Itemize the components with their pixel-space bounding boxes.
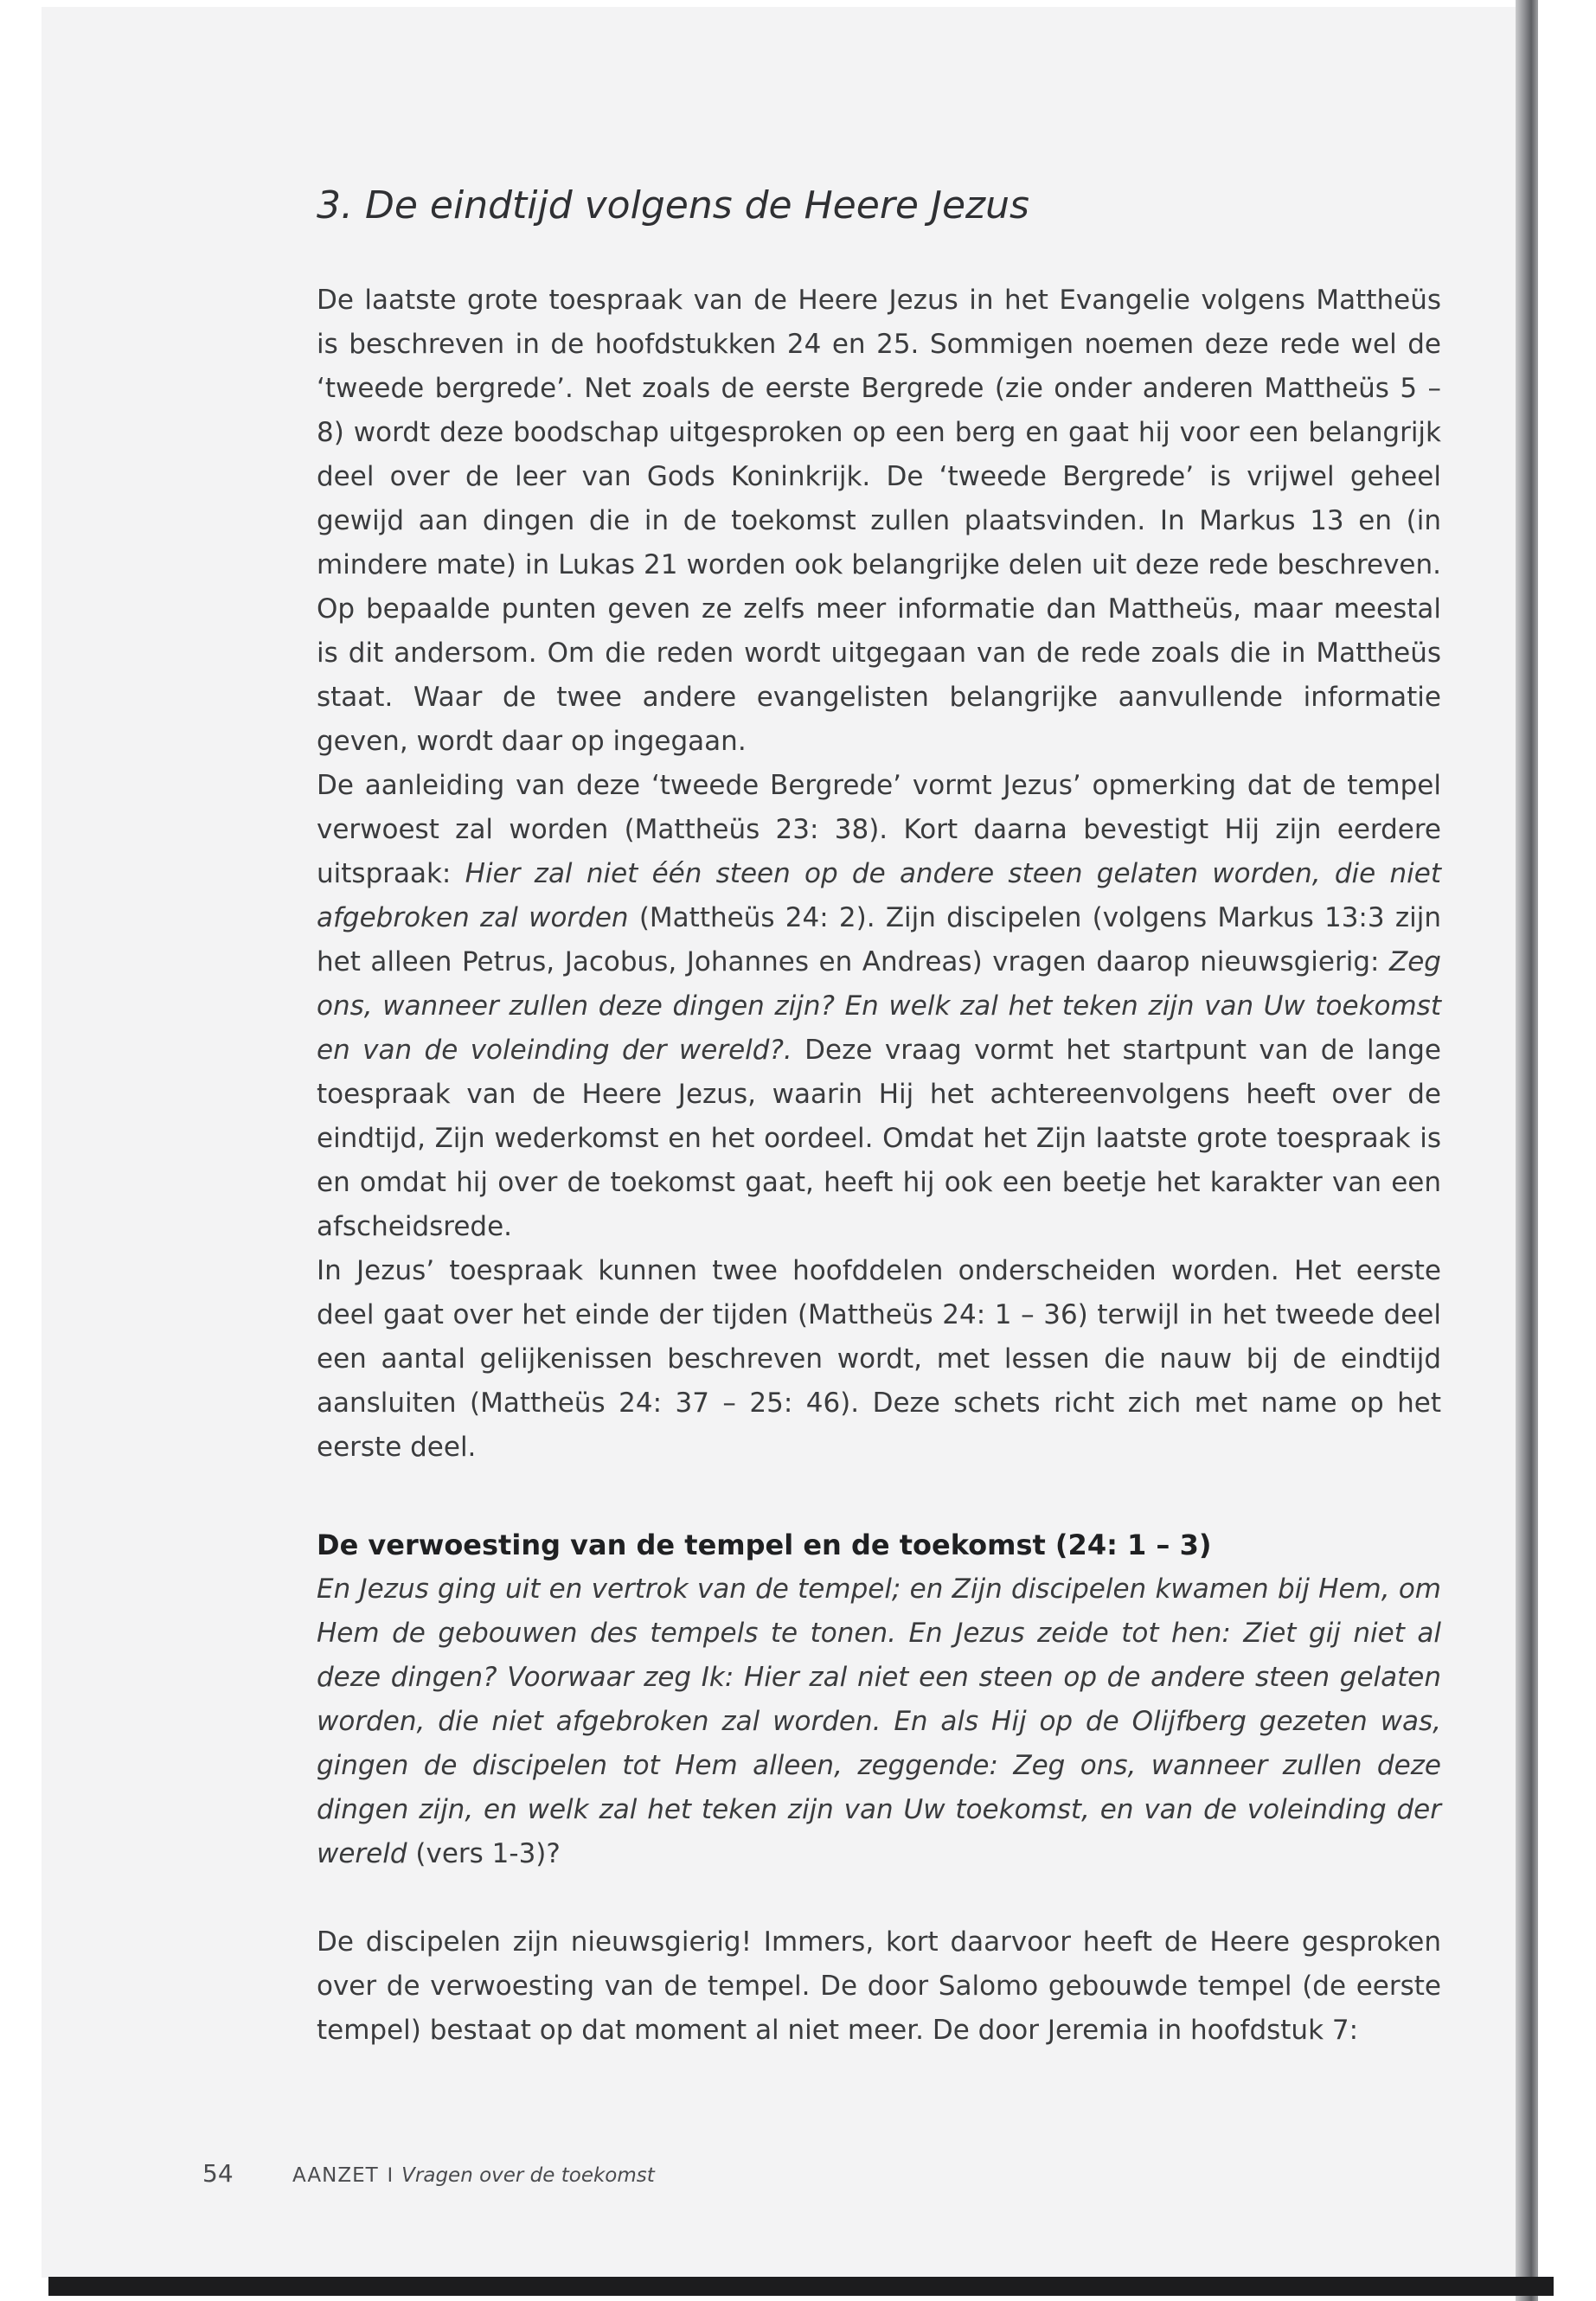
paragraph-text: De aanleiding van deze ‘tweede Bergrede’ vormt Jezus’ opmerking dat de tempel verwoest zal worden (Mattheüs 23: 38). Kort daarna bevestigt Hij zijn eerdere uitspraak:	[317, 770, 1441, 889]
page-footer	[202, 2159, 655, 2188]
page-number: 54	[202, 2159, 234, 2188]
paragraph-hoofddelen: In Jezus’ toespraak kunnen twee hoofddelen onderscheiden worden. Het eerste deel gaat over het einde der tijden (Mattheüs 24: 1 – 36) terwijl in het tweede deel een aantal gelijkenissen beschreven wordt, met lessen die nauw bij de eindtijd aansluiten (Mattheüs 24: 37 – 25: 46). Deze schets richt zich met name op het eerste deel.	[317, 1255, 1441, 1463]
paragraph-discipelen: De discipelen zijn nieuwsgierig! Immers, kort daarvoor heeft de Heere gesproken over de verwoesting van de tempel. De door Salomo gebouwde tempel (de eerste tempel) bestaat op dat moment al niet meer. De door Jeremia in hoofdstuk 7:	[317, 1926, 1441, 2046]
paragraph-intro: De laatste grote toespraak van de Heere Jezus in het Evangelie volgens Mattheüs is beschreven in de hoofdstukken 24 en 25. Sommigen noemen deze rede wel de ‘tweede bergrede’. Net zoals de eerste Bergrede (zie onder anderen Mattheüs 5 – 8) wordt deze boodschap uitgesproken op een berg en gaat hij voor een belangrijk deel over de leer van Gods Koninkrijk. De ‘tweede Bergrede’ is vrijwel geheel gewijd aan dingen die in de toekomst zullen plaatsvinden. In Markus 13 en (in mindere mate) in Lukas 21 worden ook belangrijke delen uit deze rede beschreven. Op bepaalde punten geven ze zelfs meer informatie dan Mattheüs, maar meestal is dit andersom. Om die reden wordt uitgegaan van de rede zoals die in Mattheüs staat. Waar de twee andere evangelisten belangrijke aanvullende informatie geven, wordt daar op ingegaan.	[317, 285, 1441, 757]
footer-separator: I	[387, 2165, 394, 2187]
publication-subtitle: Vragen over de toekomst	[401, 2164, 655, 2187]
scripture-block	[317, 1567, 1441, 1876]
paragraph-aanleiding	[317, 764, 1441, 1249]
book-spine	[1516, 0, 1538, 2301]
paragraph-text: (Mattheüs 24: 2). Zijn discipelen (volgens Markus 13:3 zijn het alleen Petrus, Jacobus, Johannes en Andreas) vragen daarop nieuwsgierig:	[317, 902, 1441, 977]
scripture-reference: (vers 1-3)?	[407, 1838, 561, 1869]
chapter-title: 3. De eindtijd volgens de Heere Jezus	[317, 183, 1029, 228]
scripture-quote: Zeg ons, wanneer zullen deze dingen zijn? En welk zal het teken zijn van Uw toekomst en van de voleinding der wereld?.	[317, 946, 1441, 1066]
paragraph-text: Deze vraag vormt het startpunt van de lange toespraak van de Heere Jezus, waarin Hij het achtereenvolgens heeft over de eindtijd, Zijn wederkomst en het oordeel. Omdat het Zijn laatste grote toespraak is en omdat hij over de toekomst gaat, heeft hij ook een beetje het karakter van een afscheidsrede.	[317, 1035, 1441, 1242]
page-content	[317, 180, 1441, 2053]
scripture-text: En Jezus ging uit en vertrok van de tempel; en Zijn discipelen kwamen bij Hem, om Hem de gebouwen des tempels te tonen. En Jezus zeide tot hen: Ziet gij niet al deze dingen? Voorwaar zeg Ik: Hier zal niet een steen op de andere steen gelaten worden, die niet afgebroken zal worden. En als Hij op de Olijfberg gezeten was, gingen de discipelen tot Hem alleen, zeggende: Zeg ons, wanneer zullen deze dingen zijn, en welk zal het teken zijn van Uw toekomst, en van de voleinding der wereld	[317, 1574, 1441, 1869]
scripture-quote: Hier zal niet één steen op de andere steen gelaten worden, die niet afgebroken zal worden	[317, 858, 1441, 933]
publication-name: AANZET	[292, 2164, 379, 2187]
section-heading: De verwoesting van de tempel en de toekomst (24: 1 – 3)	[317, 1529, 1212, 1561]
page-bottom-edge	[48, 2277, 1554, 2296]
